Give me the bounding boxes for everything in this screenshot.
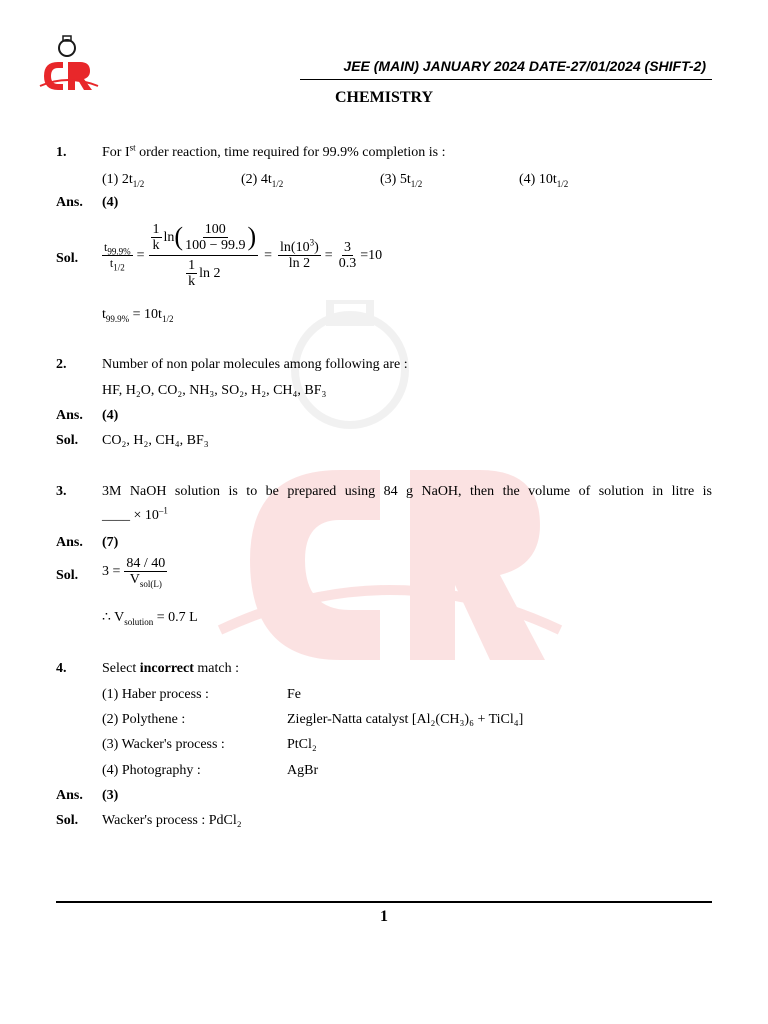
- q4-ans: (3): [102, 788, 119, 803]
- q4-text: Select incorrect match :: [102, 661, 239, 676]
- q4-row-4-left: (4) Photography :: [102, 763, 201, 778]
- q1-big-fraction: $\frac{1}{k}$ ln ( $\frac{100}{100 - 99.9}$ ) $\frac{1}{k}$ ln 2: [149, 222, 259, 289]
- q3-number: 3.: [56, 484, 67, 499]
- q2-number: 2.: [56, 357, 67, 372]
- q1-option-3: (3) $5t_{1/2}$: [380, 172, 423, 189]
- q4-row-1-left: (1) Haber process :: [102, 687, 209, 702]
- q2-text: Number of non polar molecules among following are :: [102, 357, 408, 372]
- q4-ans-label: Ans.: [56, 788, 83, 803]
- q4-row-3-left: (3) Wacker's process :: [102, 737, 225, 752]
- q1-option-2: (2) $4t_{1/2}$: [241, 172, 284, 189]
- exam-title: JEE (MAIN) JANUARY 2024 DATE-27/01/2024 (SHIFT-2): [343, 58, 706, 74]
- q4-row-1-right: Fe: [287, 687, 301, 702]
- q4-row-3-right: PtCl₂: [287, 737, 317, 752]
- q4-solution: Wacker's process : PdCl₂: [102, 813, 242, 828]
- q3-ans-label: Ans.: [56, 535, 83, 550]
- q1-solution-equation: $\frac{t_{99.9\%}}{t_{1/2}}$ = $\frac{1}{k}$ ln ( $\frac{100}{100 - 99.9}$ ) $\frac{1}{k}$ ln 2 = $\frac{\ln(10^3)}{\ln 2}$ = $\frac{3}{0.3}$ =10: [104, 221, 383, 289]
- q3-ans: (7): [102, 535, 119, 550]
- q4-row-2-left: (2) Polythene :: [102, 712, 186, 727]
- q1-final-result: $t_{99.9\%} = 10t_{1/2}$: [102, 307, 174, 324]
- q2-solution: CO₂, H₂, CH₄, BF₃: [102, 433, 209, 448]
- q4-row-4-right: AgBr: [287, 763, 319, 778]
- q1-ans: (4): [102, 195, 119, 210]
- q2-ans: (4): [102, 408, 119, 423]
- q1-mid-fraction: $\frac{\ln(10^3)}{\ln 2}$: [280, 236, 319, 271]
- q1-text: For Ist order reaction, time required for 99.9% completion is :: [102, 142, 446, 160]
- gr-logo: [38, 34, 100, 94]
- q2-sol-label: Sol.: [56, 433, 79, 448]
- subject-title: CHEMISTRY: [334, 89, 434, 106]
- q3-final-result: ∴ $V_{solution} = 0.7$ L: [102, 610, 198, 627]
- q1-option-4: (4) $10t_{1/2}$: [519, 172, 569, 189]
- q2-molecules: HF, H₂O, CO₂, NH₃, SO₂, H₂, CH₄, BF₃: [102, 383, 327, 398]
- q1-number: 1.: [56, 145, 67, 160]
- q3-blank: ____ × $10^{-1}$: [102, 505, 168, 523]
- footer-rule: [56, 901, 712, 903]
- q4-row-2-right: Ziegler-Natta catalyst [Al₂(CH₃)₆ + TiCl₄]: [287, 712, 524, 727]
- header-rule: [300, 79, 712, 80]
- q2-ans-label: Ans.: [56, 408, 83, 423]
- q4-number: 4.: [56, 661, 67, 676]
- q1-ratio-fraction: $\frac{3}{0.3}$: [338, 239, 357, 271]
- q1-ans-label: Ans.: [56, 195, 83, 210]
- q3-solution-equation: 3 = $\frac{84 / 40}{V_{sol(L)}}$: [102, 556, 166, 589]
- q3-sol-label: Sol.: [56, 568, 79, 583]
- q1-option-1: (1) $2t_{1/2}$: [102, 172, 145, 189]
- q1-lhs-fraction: $\frac{t_{99.9\%}}{t_{1/2}}$: [104, 239, 131, 272]
- q4-sol-label: Sol.: [56, 813, 79, 828]
- q1-sol-label: Sol.: [56, 251, 79, 266]
- page-number: 1: [380, 908, 388, 925]
- q3-text: 3M NaOH solution is to be prepared using 84 g NaOH, then the volume of solution in litre is: [102, 484, 712, 499]
